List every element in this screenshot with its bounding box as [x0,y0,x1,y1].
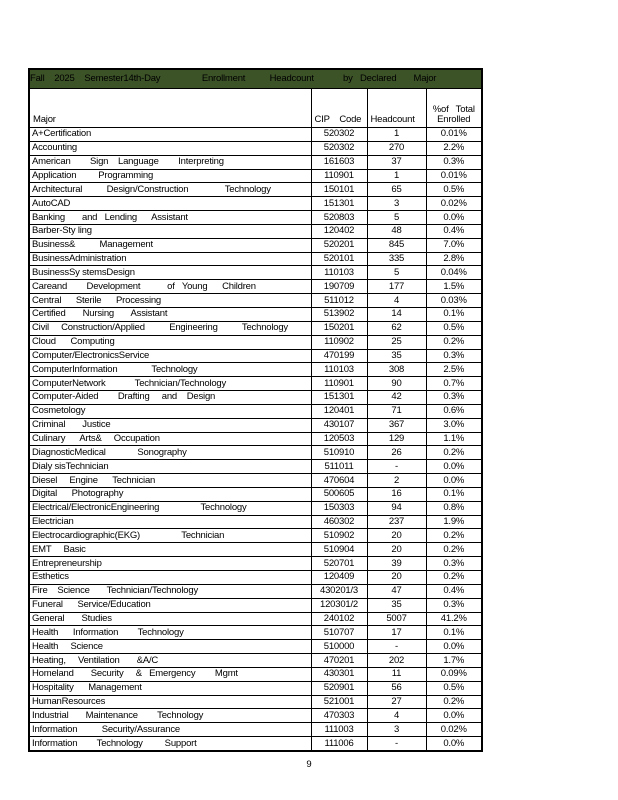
cip-code-cell: 111006 [311,737,367,751]
cip-code-cell: 110902 [311,335,367,349]
major-cell: Civil Construction/Applied Engineering Technology [29,321,311,335]
headcount-cell: 335 [367,252,426,266]
major-cell: BusinessAdministration [29,252,311,266]
major-cell: Industrial Maintenance Technology [29,709,311,723]
cip-code-cell: 520302 [311,128,367,142]
table-row [29,446,482,460]
pct-total-cell: 2.8% [426,252,482,266]
major-cell: Electrician [29,515,311,529]
table-row [29,349,482,363]
headcount-cell: 39 [367,557,426,571]
major-cell: Business& Management [29,238,311,252]
cip-code-cell: 430107 [311,418,367,432]
cip-code-cell: 470199 [311,349,367,363]
pct-total-cell: 3.0% [426,418,482,432]
cip-code-cell: 111003 [311,723,367,737]
major-cell: A+Certification [29,128,311,142]
major-cell: Accounting [29,141,311,155]
table-row [29,515,482,529]
pct-total-cell: 0.0% [426,474,482,488]
headcount-cell: 20 [367,529,426,543]
table-row [29,432,482,446]
cip-code-cell: 520201 [311,238,367,252]
pct-total-cell: 7.0% [426,238,482,252]
pct-total-cell: 0.6% [426,404,482,418]
headcount-cell: 71 [367,404,426,418]
table-row [29,598,482,612]
major-cell: Information Technology Support [29,737,311,751]
major-cell: Information Security/Assurance [29,723,311,737]
pct-header-line1: %of Total [432,104,475,116]
table-row [29,626,482,640]
table-row [29,307,482,321]
headcount-cell: 270 [367,141,426,155]
major-cell: Heating, Ventilation &A/C [29,654,311,668]
cip-code-cell: 513902 [311,307,367,321]
major-cell: Barber-Sty ling [29,224,311,238]
cip-code-cell: 190709 [311,280,367,294]
table-row [29,571,482,585]
major-cell: ComputerInformation Technology [29,363,311,377]
cip-code-cell: 120401 [311,404,367,418]
headcount-cell: 4 [367,709,426,723]
cip-code-cell: 510000 [311,640,367,654]
headcount-cell: 27 [367,695,426,709]
cip-code-cell: 510707 [311,626,367,640]
cip-code-cell: 460302 [311,515,367,529]
cip-code-cell: 150201 [311,321,367,335]
col-header-headcount: Headcount [367,89,426,128]
pct-total-cell: 1.9% [426,515,482,529]
headcount-cell: 2 [367,474,426,488]
pct-total-cell: 0.0% [426,460,482,474]
pct-total-cell: 2.2% [426,141,482,155]
major-cell: Cloud Computing [29,335,311,349]
headcount-cell: 56 [367,681,426,695]
headcount-cell: 177 [367,280,426,294]
pct-total-cell: 0.3% [426,557,482,571]
table-row [29,404,482,418]
major-cell: AutoCAD [29,197,311,211]
headcount-cell: 1 [367,169,426,183]
pct-total-cell: 0.09% [426,667,482,681]
table-row [29,543,482,557]
cip-code-cell: 430201/3 [311,584,367,598]
cip-code-cell: 120409 [311,571,367,585]
headcount-cell: 237 [367,515,426,529]
cip-code-cell: 150303 [311,501,367,515]
table-row [29,141,482,155]
major-cell: EMT Basic [29,543,311,557]
major-cell: Esthetics [29,571,311,585]
headcount-cell: 14 [367,307,426,321]
major-cell: Culinary Arts& Occupation [29,432,311,446]
cip-code-cell: 521001 [311,695,367,709]
table-row [29,640,482,654]
table-row [29,224,482,238]
headcount-cell: 26 [367,446,426,460]
headcount-cell: 20 [367,571,426,585]
table-row [29,169,482,183]
major-cell: HumanResources [29,695,311,709]
headcount-cell: 65 [367,183,426,197]
headcount-cell: - [367,640,426,654]
headcount-cell: 1 [367,128,426,142]
table-row [29,252,482,266]
table-row [29,128,482,142]
pct-total-cell: 0.5% [426,681,482,695]
table-row [29,280,482,294]
cip-code-cell: 470303 [311,709,367,723]
cip-code-cell: 151301 [311,391,367,405]
table-row [29,391,482,405]
headcount-cell: 48 [367,224,426,238]
pct-total-cell: 0.1% [426,487,482,501]
headcount-cell: - [367,460,426,474]
major-cell: General Studies [29,612,311,626]
pct-total-cell: 0.0% [426,640,482,654]
headcount-cell: 308 [367,363,426,377]
pct-total-cell: 0.4% [426,584,482,598]
table-row [29,460,482,474]
enrollment-report [28,68,481,752]
cip-code-cell: 110901 [311,377,367,391]
pct-total-cell: 0.2% [426,543,482,557]
cip-code-cell: 511011 [311,460,367,474]
pct-total-cell: 1.5% [426,280,482,294]
cip-code-cell: 161603 [311,155,367,169]
major-cell: Banking and Lending Assistant [29,211,311,225]
table-row [29,737,482,751]
table-row [29,266,482,280]
pct-total-cell: 0.2% [426,446,482,460]
table-row [29,335,482,349]
headcount-cell: 35 [367,349,426,363]
table-row [29,418,482,432]
table-row [29,709,482,723]
table-row [29,654,482,668]
headcount-cell: 35 [367,598,426,612]
table-row [29,321,482,335]
table-row [29,667,482,681]
table-row [29,197,482,211]
cip-code-cell: 151301 [311,197,367,211]
pct-total-cell: 2.5% [426,363,482,377]
pct-header-line2: Enrolled [437,114,471,126]
headcount-cell: 20 [367,543,426,557]
table-row [29,183,482,197]
pct-total-cell: 0.02% [426,197,482,211]
col-header-pct-total [426,89,482,128]
table-row [29,612,482,626]
pct-total-cell: 41.2% [426,612,482,626]
pct-total-cell: 0.03% [426,294,482,308]
cip-code-cell: 110103 [311,266,367,280]
headcount-cell: 94 [367,501,426,515]
col-header-cip-code: CIP Code [311,89,367,128]
headcount-cell: 5 [367,211,426,225]
headcount-cell: 3 [367,197,426,211]
headcount-cell: 5007 [367,612,426,626]
cip-code-cell: 510904 [311,543,367,557]
major-cell: Central Sterile Processing [29,294,311,308]
major-cell: Electrocardiographic(EKG) Technician [29,529,311,543]
pct-total-cell: 0.3% [426,155,482,169]
major-cell: Digital Photography [29,487,311,501]
pct-total-cell: 0.3% [426,598,482,612]
table-row [29,501,482,515]
table-row [29,155,482,169]
table-row [29,363,482,377]
table-row [29,377,482,391]
cip-code-cell: 511012 [311,294,367,308]
headcount-cell: 5 [367,266,426,280]
table-row [29,584,482,598]
major-cell: BusinessSy stemsDesign [29,266,311,280]
headcount-cell: - [367,737,426,751]
table-row [29,238,482,252]
pct-total-cell: 0.3% [426,391,482,405]
major-cell: Dialy sisTechnician [29,460,311,474]
cip-code-cell: 520901 [311,681,367,695]
headcount-cell: 367 [367,418,426,432]
major-cell: DiagnosticMedical Sonography [29,446,311,460]
table-row [29,474,482,488]
banner-row [29,69,482,89]
table-row [29,557,482,571]
pct-total-cell: 0.04% [426,266,482,280]
cip-code-cell: 120301/2 [311,598,367,612]
table-row [29,529,482,543]
table-row [29,695,482,709]
major-cell: Diesel Engine Technician [29,474,311,488]
major-cell: Certified Nursing Assistant [29,307,311,321]
pct-total-cell: 0.0% [426,709,482,723]
headcount-cell: 4 [367,294,426,308]
major-cell: Health Information Technology [29,626,311,640]
pct-total-cell: 0.3% [426,349,482,363]
pct-total-cell: 1.7% [426,654,482,668]
pct-total-cell: 0.0% [426,211,482,225]
major-cell: Fire Science Technician/Technology [29,584,311,598]
pct-total-cell: 0.2% [426,695,482,709]
report-title-banner: Fall 2025 Semester14th-Day Enrollment Headcount by Declared Major [29,69,482,89]
pct-total-cell: 0.4% [426,224,482,238]
major-cell: Computer/ElectronicsService [29,349,311,363]
pct-total-cell: 0.2% [426,529,482,543]
col-header-major: Major [29,89,311,128]
headcount-cell: 62 [367,321,426,335]
major-cell: Application Programming [29,169,311,183]
table-row [29,681,482,695]
major-cell: Cosmetology [29,404,311,418]
table-row [29,211,482,225]
headcount-cell: 16 [367,487,426,501]
pct-total-cell: 0.01% [426,128,482,142]
headcount-cell: 25 [367,335,426,349]
headcount-cell: 90 [367,377,426,391]
major-cell: Computer-Aided Drafting and Design [29,391,311,405]
pct-total-cell: 0.5% [426,321,482,335]
cip-code-cell: 500605 [311,487,367,501]
cip-code-cell: 520803 [311,211,367,225]
cip-code-cell: 520101 [311,252,367,266]
pct-total-cell: 0.1% [426,307,482,321]
cip-code-cell: 470201 [311,654,367,668]
headcount-cell: 42 [367,391,426,405]
page-number: 9 [306,759,312,770]
cip-code-cell: 120503 [311,432,367,446]
pct-total-cell: 0.2% [426,571,482,585]
major-cell: Entrepreneurship [29,557,311,571]
major-cell: Criminal Justice [29,418,311,432]
major-cell: ComputerNetwork Technician/Technology [29,377,311,391]
major-cell: Architectural Design/Construction Technology [29,183,311,197]
cip-code-cell: 120402 [311,224,367,238]
headcount-cell: 37 [367,155,426,169]
cip-code-cell: 240102 [311,612,367,626]
headcount-cell: 17 [367,626,426,640]
major-cell: Hospitality Management [29,681,311,695]
major-table-body [29,128,482,751]
pct-total-cell: 0.01% [426,169,482,183]
pct-total-cell: 0.2% [426,335,482,349]
table-row [29,723,482,737]
major-cell: Electrical/ElectronicEngineering Technology [29,501,311,515]
pct-total-cell: 0.8% [426,501,482,515]
headcount-cell: 47 [367,584,426,598]
headcount-cell: 845 [367,238,426,252]
cip-code-cell: 110103 [311,363,367,377]
pct-total-cell: 0.02% [426,723,482,737]
cip-code-cell: 520302 [311,141,367,155]
major-cell: American Sign Language Interpreting [29,155,311,169]
cip-code-cell: 430301 [311,667,367,681]
cip-code-cell: 150101 [311,183,367,197]
pct-total-cell: 0.7% [426,377,482,391]
cip-code-cell: 470604 [311,474,367,488]
headcount-cell: 11 [367,667,426,681]
pct-total-cell: 0.0% [426,737,482,751]
cip-code-cell: 510902 [311,529,367,543]
cip-code-cell: 510910 [311,446,367,460]
major-cell: Health Science [29,640,311,654]
pct-total-cell: 1.1% [426,432,482,446]
major-cell: Homeland Security & Emergency Mgmt [29,667,311,681]
major-cell: Careand Development of Young Children [29,280,311,294]
cip-code-cell: 110901 [311,169,367,183]
pct-total-cell: 0.1% [426,626,482,640]
column-header-row [29,89,482,128]
table-row [29,294,482,308]
table-row [29,487,482,501]
cip-code-cell: 520701 [311,557,367,571]
headcount-cell: 3 [367,723,426,737]
headcount-cell: 129 [367,432,426,446]
major-cell: Funeral Service/Education [29,598,311,612]
major-enrollment-table [28,68,483,752]
headcount-cell: 202 [367,654,426,668]
pct-total-cell: 0.5% [426,183,482,197]
